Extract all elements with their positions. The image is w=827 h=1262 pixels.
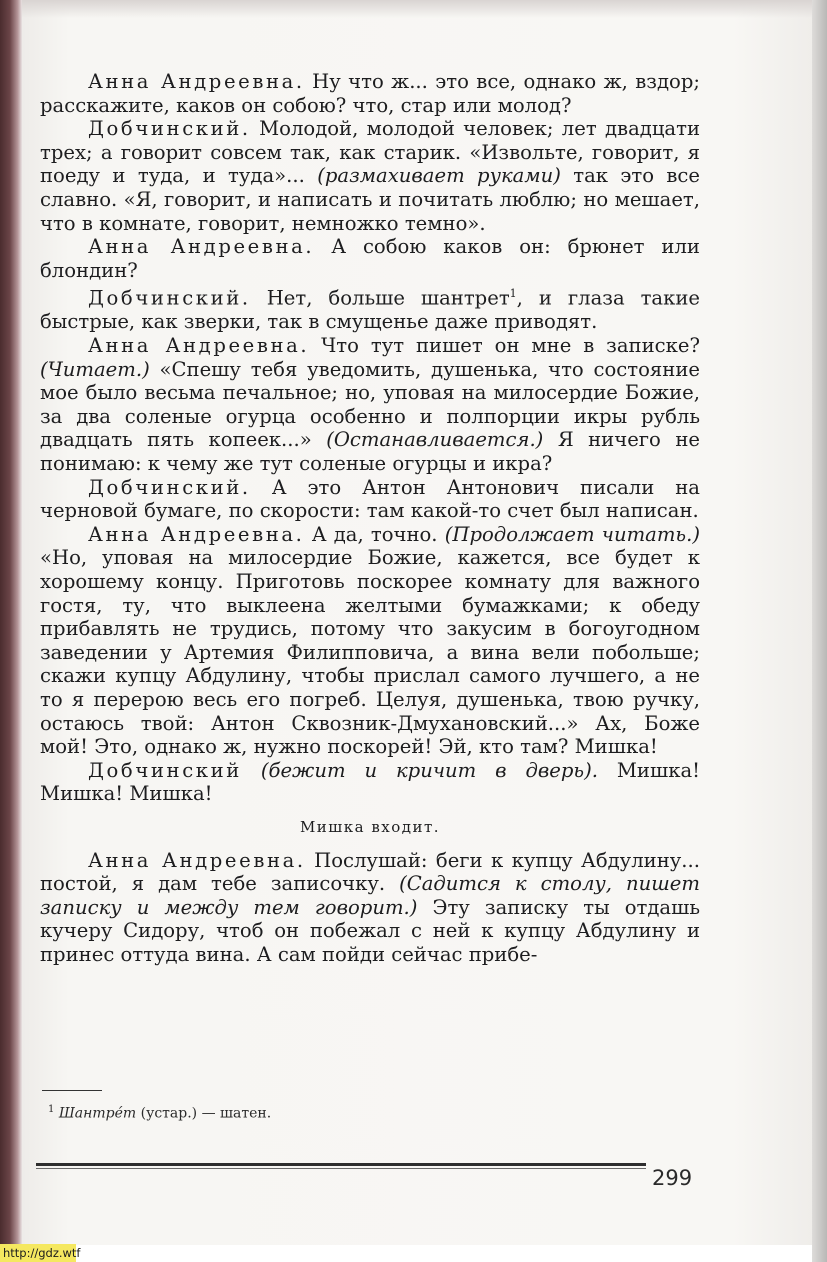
stage-direction: Мишка входит. bbox=[299, 817, 441, 836]
paragraph bbox=[40, 70, 700, 117]
paragraph bbox=[40, 523, 700, 759]
footnote-term: Шантрéт bbox=[58, 1105, 137, 1122]
stage-remark: (Останавливается.) bbox=[326, 428, 544, 452]
speaker-name: Анна Андреевна. bbox=[88, 235, 315, 259]
speech-text: Что тут пишет он мне в записке? bbox=[309, 334, 700, 358]
stage-remark: (Продолжает читать.) bbox=[444, 522, 700, 546]
paragraph bbox=[40, 476, 700, 523]
paragraph bbox=[40, 759, 700, 806]
speech-text: Нет, больше шантрет bbox=[250, 286, 510, 310]
speaker-name: Добчинский bbox=[88, 758, 242, 782]
speaker-name: Анна Андреевна. bbox=[88, 70, 305, 93]
speaker-name: Анна Андреевна. bbox=[88, 848, 306, 872]
speech-text: Эту записку ты отдашь кучеру Сидору, чтоб он побежал с ней к купцу Абдулину и принес оттуда вина. А сам пойди сейчас прибе- bbox=[40, 895, 700, 966]
book-spine bbox=[0, 0, 22, 1262]
speech-text bbox=[242, 759, 261, 782]
page-top-shadow bbox=[22, 0, 812, 18]
speech-text: А да, точно. bbox=[304, 522, 445, 546]
footnote-ref: 1 bbox=[509, 287, 517, 301]
speaker-name: Добчинский. bbox=[88, 286, 251, 310]
footnote-definition: (устар.) — шатен. bbox=[136, 1105, 272, 1122]
speech-text: Мишка! Мишка! Мишка! bbox=[40, 758, 701, 806]
paragraph bbox=[40, 282, 700, 334]
speech-text: так это все славно. «Я, говорит, и написать и почитать люблю; но мешает, что в комнате, говорит, немножко темно». bbox=[40, 164, 700, 235]
speech-text: Я ничего не понимаю: к чему же тут соленые огурцы и икра? bbox=[40, 428, 700, 476]
main-text bbox=[40, 70, 700, 967]
page-number: 299 bbox=[652, 1166, 693, 1190]
footnote-marker: 1 bbox=[48, 1104, 55, 1115]
page-right-edge bbox=[812, 0, 827, 1262]
speaker-name: Анна Андреевна. bbox=[88, 522, 305, 546]
speaker-name: Добчинский. bbox=[88, 475, 251, 499]
bottom-rule bbox=[36, 1163, 646, 1169]
speaker-name: Добчинский. bbox=[88, 117, 251, 141]
paragraphs-after bbox=[40, 849, 700, 967]
stage-remark: (Читает.) bbox=[40, 357, 150, 381]
speech-text: , и глаза такие быстрые, как зверки, так в смущенье даже приводят. bbox=[40, 286, 700, 334]
paragraph bbox=[40, 235, 700, 282]
speech-text: «Но, уповая на милосердие Божие, кажется, все будет к хорошему концу. Приготовь поскорее комнату для важного гостя, ту, что выклеена желтыми бумажками; к обеду прибавлять не трудись, потому что закусим в богоугодном заведении у Артемия Филипповича, а вина вели побольше; скажи купцу Абдулину, чтобы прислал самого лучшего, а не то я перерою весь его погреб. Целуя, душенька, твою ручку, остаюсь твой: Антон Сквозник-Дмухановский...» Ах, Боже мой! Это, однако ж, нужно поскорей! Эй, кто там? Мишка! bbox=[40, 546, 700, 759]
watermark-url: http://gdz.wtf bbox=[0, 1244, 76, 1262]
paragraph bbox=[40, 117, 700, 235]
stage-remark: (Садится к столу, пишет записку и между тем говорит.) bbox=[40, 872, 700, 919]
paragraphs-before bbox=[40, 70, 700, 806]
paragraph bbox=[40, 334, 700, 476]
stage-remark: (размахивает руками) bbox=[317, 164, 561, 188]
speech-text: Молодой, молодой человек; лет двадцати трех; а говорит совсем так, как старик. «Извольте, говорит, я поеду и туда, и туда»... bbox=[40, 117, 700, 188]
stage-remark: (бежит и кричит в дверь). bbox=[260, 758, 598, 782]
speech-text: «Спешу тебя уведомить, душенька, что состояние мое было весьма печальное; но, уповая на милосердие Божие, за два соленые огурца особенно и полпорции икры рубль двадцать пять копеек...» bbox=[40, 357, 700, 452]
speech-text: А собою каков он: брюнет или блондин? bbox=[40, 235, 700, 282]
speech-text: А это Антон Антонович писали на черновой бумаге, по скорости: там какой-то счет был написан. bbox=[40, 475, 700, 523]
footnote-rule bbox=[42, 1090, 102, 1091]
footnote bbox=[48, 1104, 271, 1122]
speech-text: Послушай: беги к купцу Абдулину... постой, я дам тебе записочку. bbox=[40, 848, 700, 896]
speech-text: Ну что ж... это все, однако ж, вздор; расскажите, каков он собою? что, стар или молод? bbox=[40, 70, 700, 117]
paragraph bbox=[40, 849, 700, 967]
speaker-name: Анна Андреевна. bbox=[88, 334, 310, 358]
